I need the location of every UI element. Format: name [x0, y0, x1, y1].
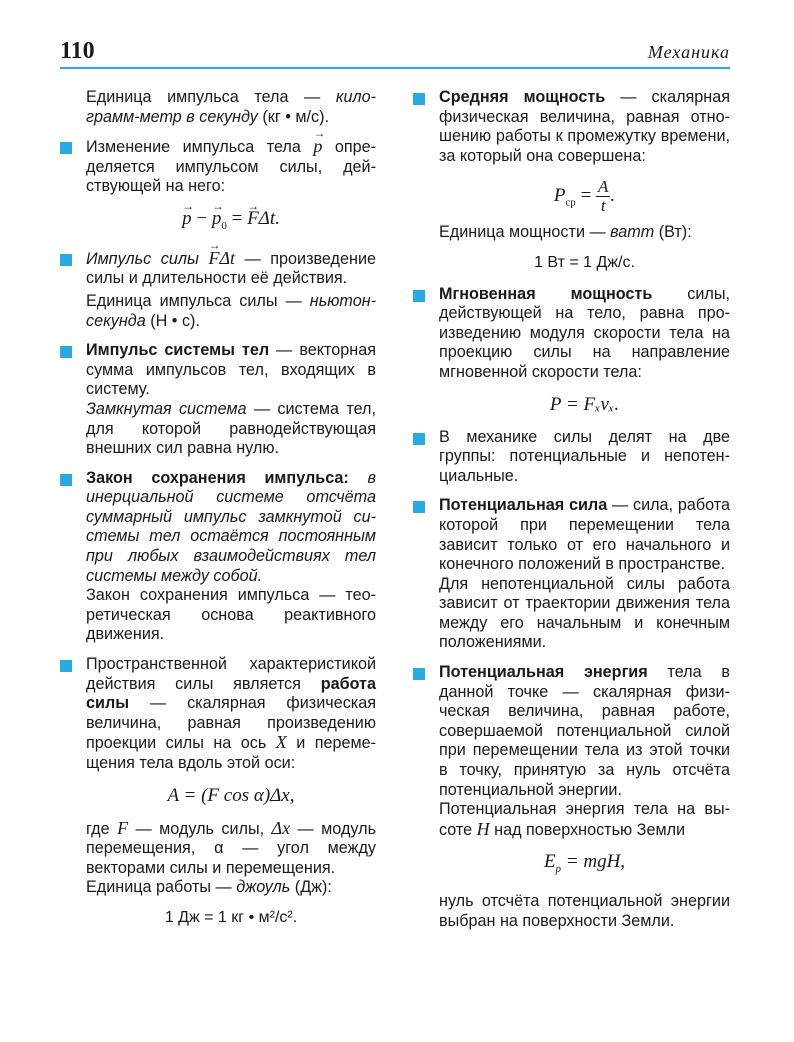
bullet-square-icon: [60, 142, 72, 154]
page-header: [60, 40, 730, 68]
bullet-impulse-change: Изменение импульса тела → p определяется импульсом силы, действующей на него: → p − → $p_0$ = → FΔt.: [86, 137, 376, 238]
formula-average-power: $P_{ср}$ = $\frac{A}{t}$ .: [553, 177, 616, 216]
bullet-average-power: Средняя мощность — скалярная физическая величина, равная отношению работы к промежутку времени, за который она совершена: $P_{ср}$ = $\frac{A}{t}$ . Единица мощности — ватт (Вт): 1 Вт = 1 Дж/с.: [439, 88, 730, 273]
section-title: Механика: [647, 42, 730, 62]
bullet-square-icon: [60, 254, 72, 266]
bullet-force-impulse: Импульс силы → FΔt — произведение силы и длительности её действия. Единица импульса силы — ньютон-секунда (Н • с).: [86, 249, 376, 331]
header-rule: [60, 67, 730, 69]
bullet-square-icon: [413, 290, 425, 302]
formula-watt: 1 Вт = 1 Дж/с.: [534, 253, 635, 271]
bullet-potential-force: Потенциальная сила — сила, работа которой при перемещении тела зависит только от его начального и конечного положений в пространстве. Для непотенциальной силы работа зависит от траектории движения тела между его начальным и конечным положениями.: [439, 496, 730, 653]
bullet-system-impulse: Импульс системы тел — векторная сумма импульсов тел, входящих в систему. Замкнутая система — система тел, для которой равнодействующая внешних сил равна нулю.: [86, 341, 376, 459]
bullet-square-icon: [60, 346, 72, 358]
right-column: [439, 88, 730, 931]
bullet-force-groups: В механике силы делят на две группы: потенциальные и непотенциальные.: [439, 428, 730, 487]
formula-work: A = (F cos α)Δx,: [167, 784, 295, 806]
bullet-work: Пространственной характеристикой действия силы является работа силы — скалярная физическая величина, равная произведению проекции силы на ось X и перемещения тела вдоль этой оси: A = (F cos α)Δx, где F — модуль силы, Δx — модуль перемещения, α — угол между векторами силы и перемещения. Единица работы — джоуль (Дж): 1 Дж = 1 кг • м²/с².: [86, 655, 376, 928]
paragraph-impulse-unit: Единица импульса тела — килограмм-метр в секунду (кг • м/с).: [86, 88, 376, 126]
formula-instant-power: P = Fₓvₓ.: [549, 393, 620, 415]
bullet-potential-energy: Потенциальная энергия тела в данной точке — скалярная физическая величина, равная работе, совершаемой потенциальной силой при перемещении тела из этой точки в точку, принятую за нуль отсчёта потенциальной энергии. Потенциальная энергия тела на высоте H над поверхностью Земли $E_p$ = mgH, нуль отсчёта потенциальной энергии выбран на поверхности Земли.: [439, 663, 730, 931]
bullet-instant-power: Мгновенная мощность силы, действующей на тело, равна произведению модуля скорости тела на проекцию силы на направление мгновенной скорости тела: P = Fₓvₓ.: [439, 285, 730, 417]
formula-joule: 1 Дж = 1 кг • м²/с².: [164, 908, 298, 926]
page-number: 110: [60, 38, 95, 64]
bullet-square-icon: [413, 501, 425, 513]
bullet-square-icon: [60, 660, 72, 672]
formula-impulse-change: → p − → $p_0$ = → FΔt.: [86, 207, 376, 238]
left-column: [86, 88, 376, 940]
formula-potential-energy: $E_p$ = mgH,: [543, 851, 626, 876]
bullet-square-icon: [413, 433, 425, 445]
bullet-square-icon: [413, 668, 425, 680]
bullet-conservation-law: Закон сохранения импульса: в инерциальной системе отсчёта суммарный импульс замкнутой системы тел остаётся постоянным при любых взаимодействиях тел системы между собой. Закон сохранения импульса — теоретическая основа реактивного движения.: [86, 469, 376, 645]
bullet-square-icon: [60, 474, 72, 486]
bullet-square-icon: [413, 93, 425, 105]
